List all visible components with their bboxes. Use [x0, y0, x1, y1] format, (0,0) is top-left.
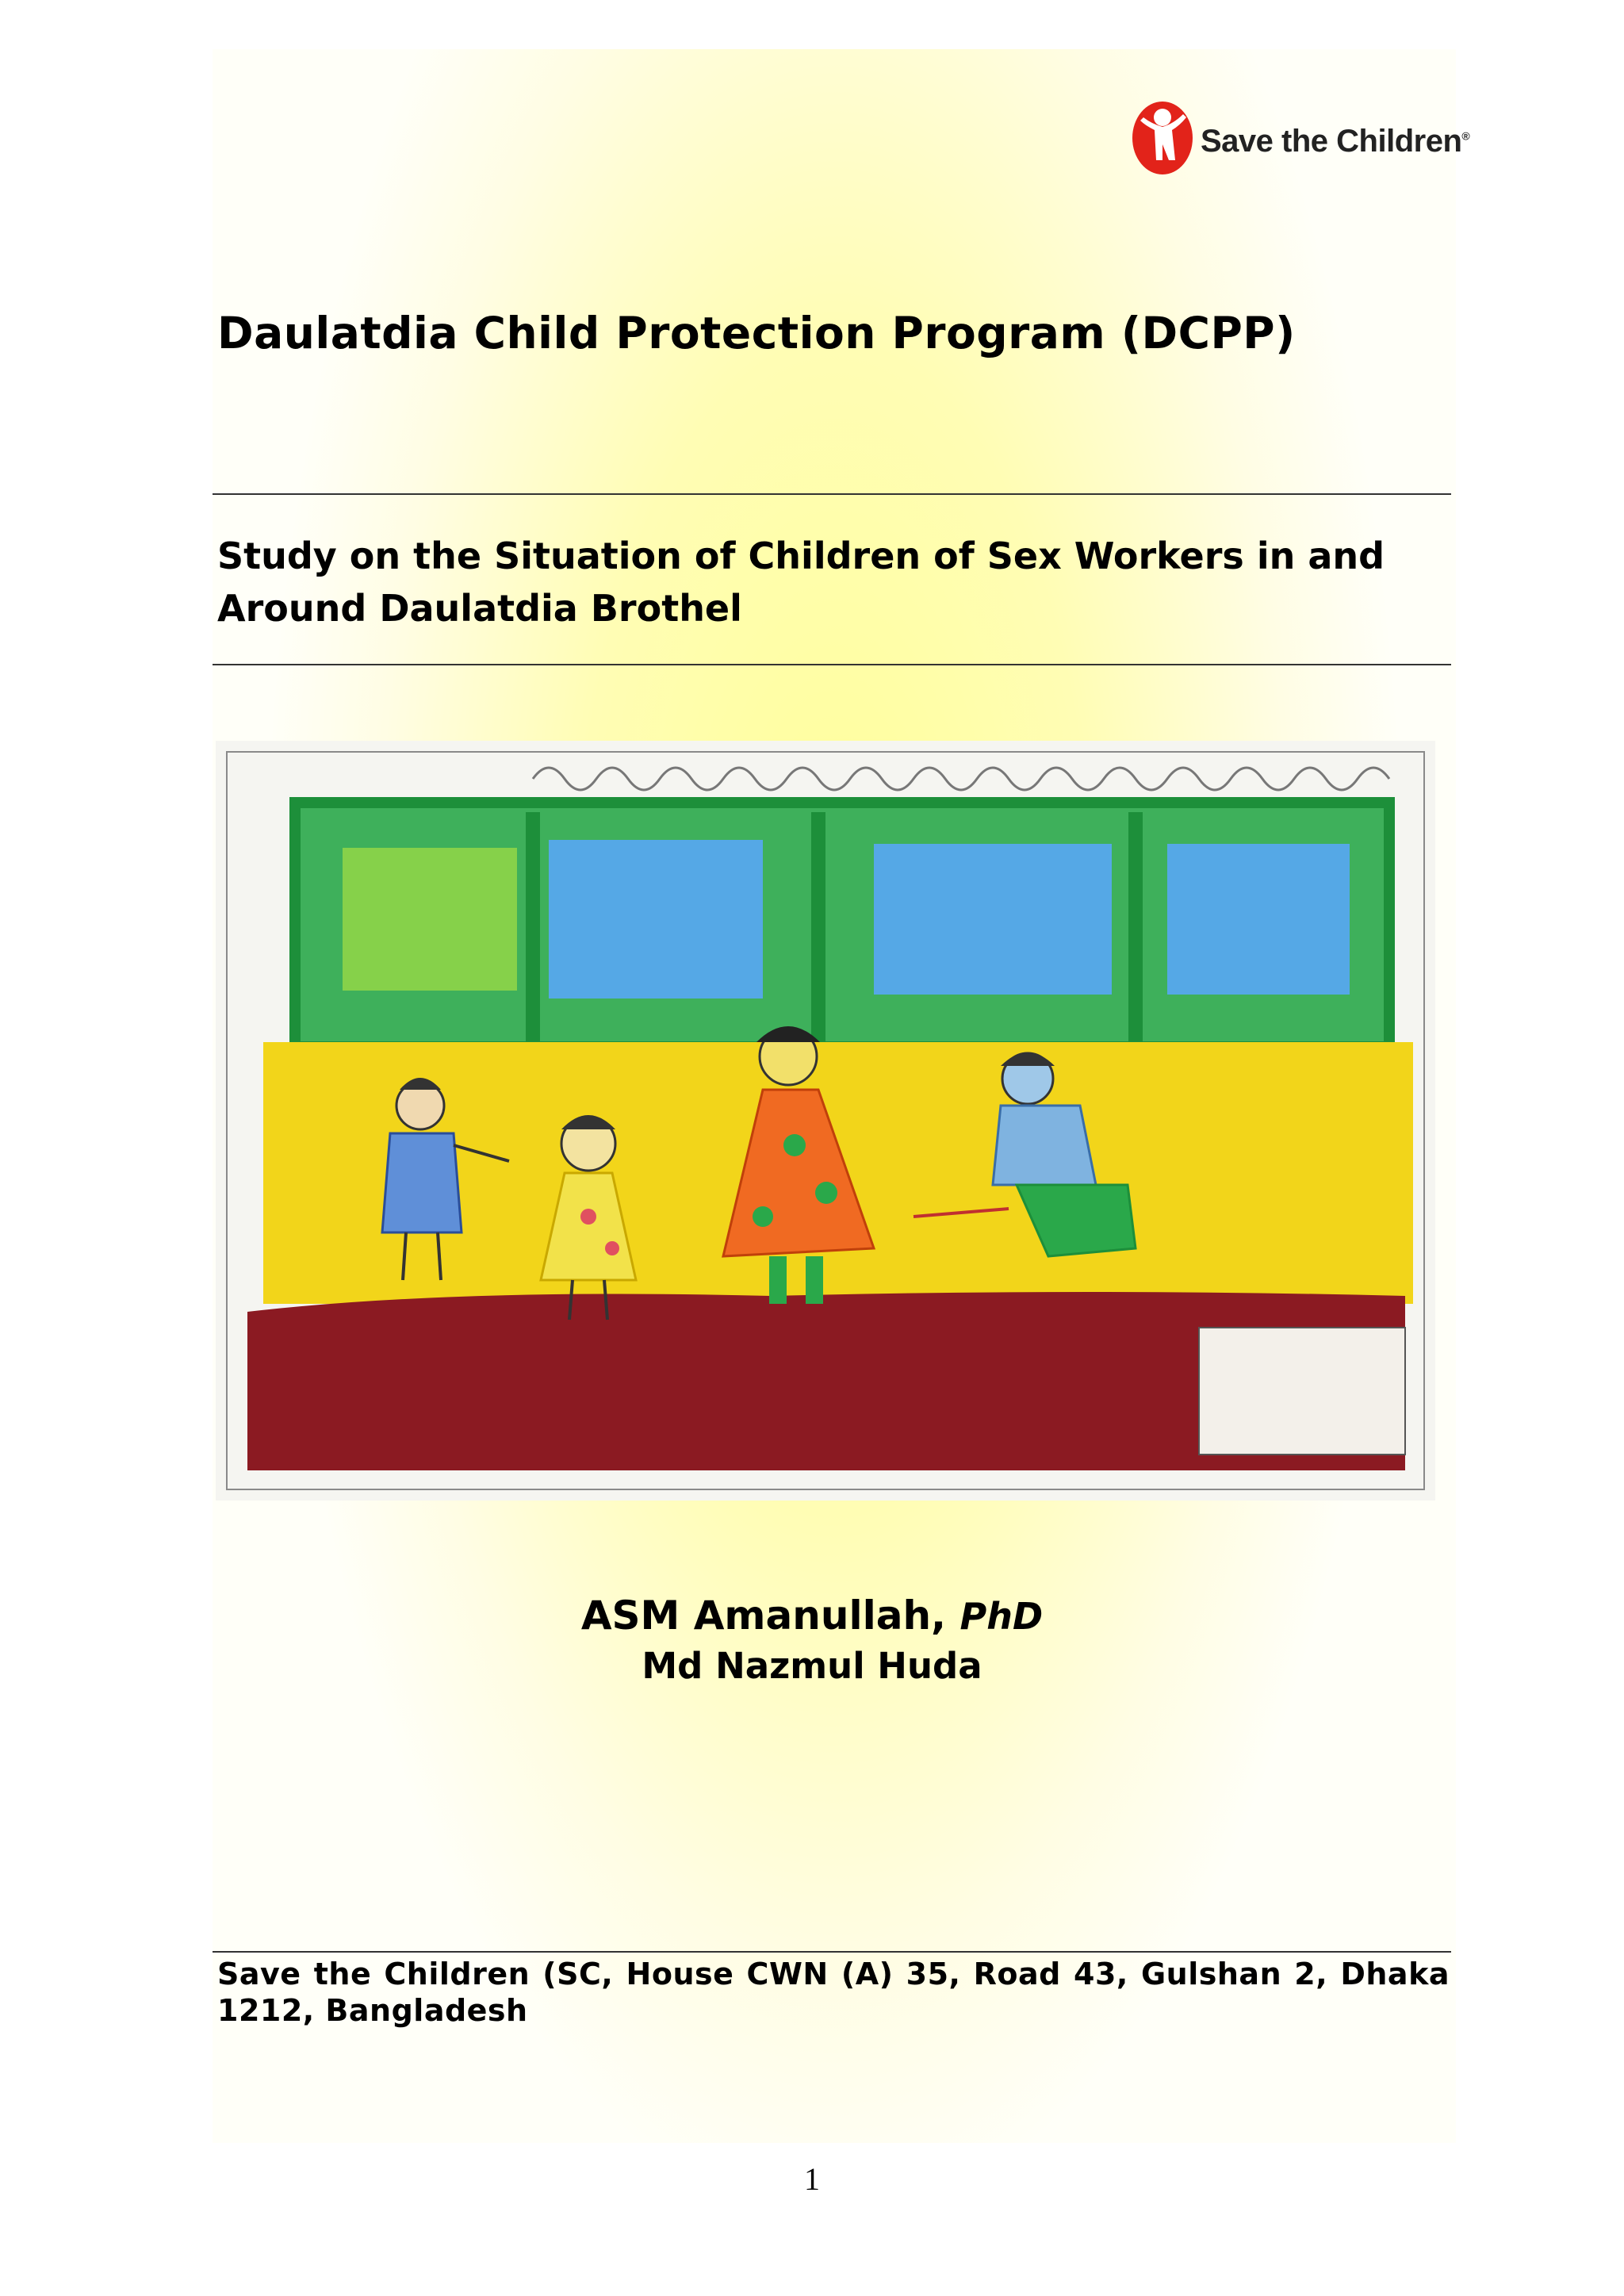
- subtitle-line-1: Study on the Situation of Children of Sex Workers in and: [217, 535, 1385, 577]
- author1-name: ASM Amanullah,: [580, 1593, 947, 1639]
- address-divider: [213, 1951, 1451, 1953]
- secondary-author: Md Nazmul Huda: [642, 1645, 982, 1687]
- primary-author: [0, 1593, 1624, 1639]
- author1-degree: PhD: [959, 1595, 1044, 1638]
- childrens-crayon-drawing: [216, 741, 1435, 1501]
- document-subtitle: [217, 530, 1454, 634]
- child-figure-icon: [1128, 94, 1201, 181]
- subtitle-divider: [213, 664, 1451, 665]
- logo-registered-mark: ®: [1461, 129, 1470, 143]
- top-divider: [213, 493, 1451, 495]
- subtitle-line-2: Around Daulatdia Brothel: [217, 587, 742, 630]
- page-number: 1: [804, 2161, 820, 2197]
- publisher-address: Save the Children (SC, House CWN (A) 35, Road 43, Gulshan 2, Dhaka 1212, Bangladesh: [217, 1957, 1450, 2028]
- cover-drawing: [216, 741, 1435, 1501]
- document-title: Daulatdia Child Protection Program (DCPP): [217, 308, 1296, 358]
- logo-wordmark: [1201, 124, 1469, 159]
- logo-text: Save the Children: [1201, 124, 1462, 159]
- save-the-children-logo: [1128, 94, 1483, 181]
